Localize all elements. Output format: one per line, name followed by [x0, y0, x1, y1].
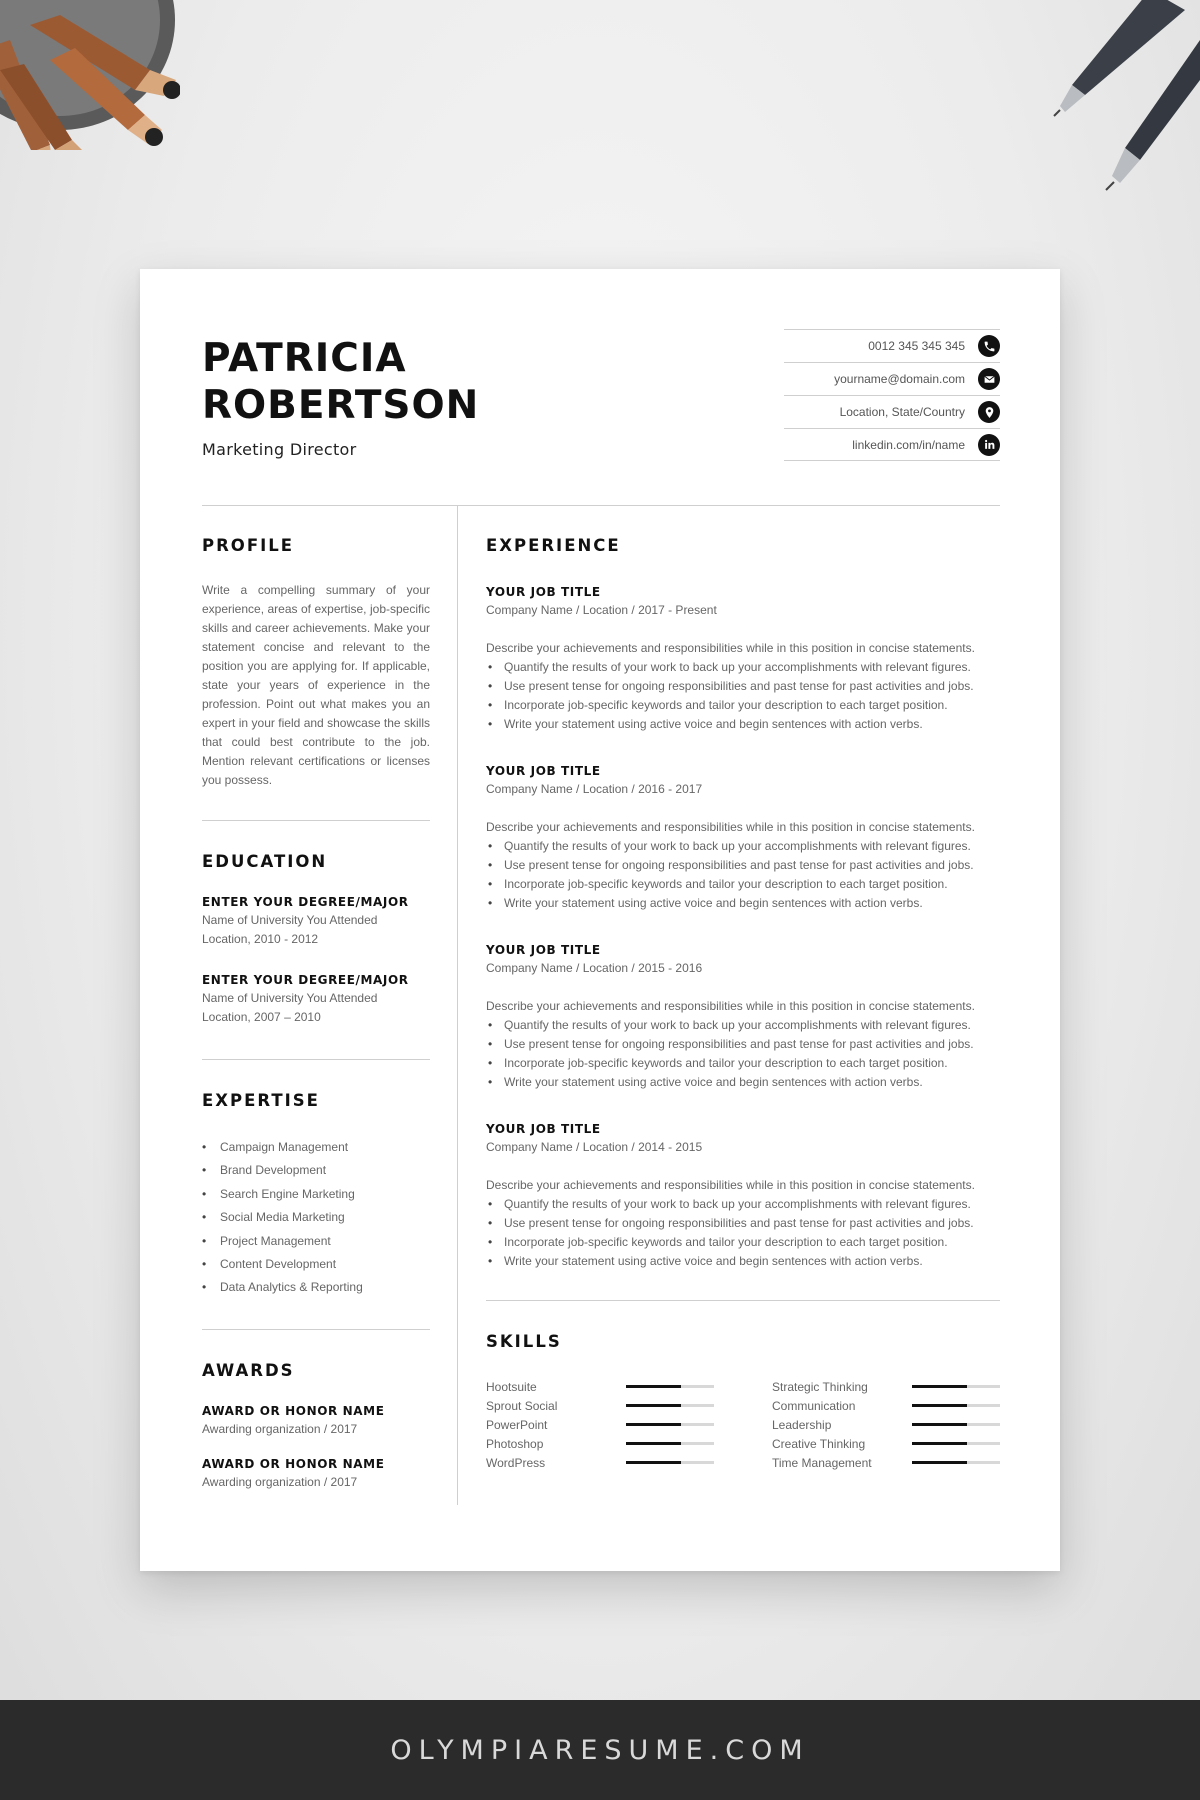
pen-decoration — [960, 0, 1200, 220]
skill-bar — [626, 1442, 714, 1445]
skill-name: Communication — [772, 1398, 856, 1413]
expertise-item: • Project Management — [202, 1230, 430, 1253]
job-meta: Company Name / Location / 2014 - 2015 — [486, 1140, 703, 1154]
section-divider — [486, 1300, 1000, 1301]
column-divider — [457, 505, 458, 1505]
job-bullet: • Use present tense for ongoing responsibilities and past tense for past activities and jobs. — [486, 1035, 1000, 1054]
job-title: YOUR JOB TITLE — [486, 1122, 601, 1136]
phone-text: 0012 345 345 345 — [868, 339, 965, 353]
degree: ENTER YOUR DEGREE/MAJOR — [202, 895, 409, 909]
skill-name: PowerPoint — [486, 1417, 548, 1432]
skill-bar — [912, 1461, 1000, 1464]
skill-row — [772, 1434, 1000, 1453]
skill-fill — [912, 1404, 967, 1407]
skills-column — [772, 1377, 1000, 1472]
skill-bar — [626, 1385, 714, 1388]
job-entry — [486, 943, 1000, 1092]
linkedin-icon — [978, 434, 1000, 456]
skill-bar — [626, 1423, 714, 1426]
skill-bar — [912, 1385, 1000, 1388]
job-description: Describe your achievements and responsibilities while in this position in concise statements. — [486, 820, 975, 834]
skill-fill — [912, 1385, 967, 1388]
skill-row — [772, 1377, 1000, 1396]
job-bullets — [486, 837, 1000, 913]
last-name: ROBERTSON — [202, 383, 480, 428]
section-divider — [202, 1059, 430, 1060]
footer-banner — [0, 1700, 1200, 1800]
contact-block — [784, 329, 1000, 461]
skills-grid — [486, 1377, 1000, 1472]
job-bullet: • Quantify the results of your work to back up your accomplishments with relevant figures. — [486, 837, 1000, 856]
job-meta: Company Name / Location / 2017 - Present — [486, 603, 717, 617]
job-bullet: • Incorporate job-specific keywords and tailor your description to each target position. — [486, 1054, 1000, 1073]
location-pin-icon — [978, 401, 1000, 423]
skills-column — [486, 1377, 714, 1472]
job-bullets — [486, 1195, 1000, 1271]
skill-row — [486, 1415, 714, 1434]
school-location: Location, 2010 - 2012 — [202, 932, 319, 946]
profile-text: Write a compelling summary of your experience, areas of expertise, job-specific skills and career achievements. Make your statement concise and relevant to the position you are applying for. If applicable, state your years of experience in the profession. Point out what makes you an expert in your field and showcase the skills that could best contribute to the job. Mention relevant certifications or licenses you possess. — [202, 583, 430, 787]
skill-bar — [626, 1404, 714, 1407]
skill-name: WordPress — [486, 1455, 546, 1470]
awards-heading: AWARDS — [202, 1360, 295, 1380]
award-org: Awarding organization / 2017 — [202, 1421, 358, 1436]
expertise-item: • Content Development — [202, 1253, 430, 1276]
skill-name: Strategic Thinking — [772, 1379, 868, 1394]
resume-sheet — [140, 269, 1060, 1571]
award-org: Awarding organization / 2017 — [202, 1474, 358, 1489]
expertise-item: • Campaign Management — [202, 1136, 430, 1159]
expertise-item: • Search Engine Marketing — [202, 1183, 430, 1206]
job-description: Describe your achievements and responsibilities while in this position in concise statements. — [486, 1178, 975, 1192]
job-bullet: • Incorporate job-specific keywords and tailor your description to each target position. — [486, 1233, 1000, 1252]
skill-name: Sprout Social — [486, 1398, 558, 1413]
skill-bar — [912, 1404, 1000, 1407]
job-bullet: • Use present tense for ongoing responsibilities and past tense for past activities and jobs. — [486, 856, 1000, 875]
expertise-item: • Brand Development — [202, 1159, 430, 1182]
education-heading: EDUCATION — [202, 852, 328, 871]
skill-fill — [626, 1461, 681, 1464]
award-name: AWARD OR HONOR NAME — [202, 1456, 385, 1471]
skill-fill — [912, 1461, 967, 1464]
skill-fill — [912, 1442, 967, 1445]
job-title: YOUR JOB TITLE — [486, 943, 601, 957]
job-description: Describe your achievements and responsibilities while in this position in concise statements. — [486, 641, 975, 655]
left-column — [202, 505, 430, 1492]
contact-email — [784, 362, 1000, 395]
job-entry — [486, 585, 1000, 734]
contact-phone — [784, 329, 1000, 362]
skill-fill — [912, 1423, 967, 1426]
candidate-name — [202, 335, 622, 429]
skill-name: Time Management — [772, 1455, 872, 1470]
contact-linkedin — [784, 428, 1000, 461]
job-bullet: • Use present tense for ongoing responsibilities and past tense for past activities and jobs. — [486, 1214, 1000, 1233]
job-role: Marketing Director — [202, 440, 357, 459]
section-divider — [202, 820, 430, 821]
pencil-cup-decoration — [0, 0, 180, 150]
job-meta: Company Name / Location / 2016 - 2017 — [486, 782, 703, 796]
skill-row — [486, 1377, 714, 1396]
email-text: yourname@domain.com — [834, 372, 965, 386]
right-column — [486, 505, 1000, 1472]
skill-fill — [626, 1385, 681, 1388]
profile-heading: PROFILE — [202, 536, 295, 555]
contact-location — [784, 395, 1000, 428]
skill-name: Creative Thinking — [772, 1436, 866, 1451]
award-item — [202, 1457, 430, 1492]
award-item — [202, 1404, 430, 1439]
skill-fill — [626, 1423, 681, 1426]
skill-row — [486, 1453, 714, 1472]
job-meta: Company Name / Location / 2015 - 2016 — [486, 961, 703, 975]
skill-row — [772, 1415, 1000, 1434]
skills-heading: SKILLS — [486, 1332, 562, 1351]
school: Name of University You Attended — [202, 913, 378, 927]
job-bullet: • Use present tense for ongoing responsibilities and past tense for past activities and jobs. — [486, 677, 1000, 696]
section-divider — [202, 1329, 430, 1330]
education-item — [202, 973, 430, 1027]
job-entry — [486, 764, 1000, 913]
location-text: Location, State/Country — [839, 405, 965, 419]
skill-row — [486, 1396, 714, 1415]
education-item — [202, 895, 430, 949]
skill-name: Leadership — [772, 1417, 832, 1432]
school-location: Location, 2007 – 2010 — [202, 1010, 321, 1024]
expertise-heading: EXPERTISE — [202, 1091, 320, 1110]
job-entry — [486, 1122, 1000, 1271]
school: Name of University You Attended — [202, 991, 378, 1005]
footer-brand-text: OLYMPIARESUME.COM — [390, 1734, 810, 1766]
skill-bar — [626, 1461, 714, 1464]
expertise-item: • Data Analytics & Reporting — [202, 1276, 430, 1299]
job-bullet: • Quantify the results of your work to back up your accomplishments with relevant figures. — [486, 658, 1000, 677]
job-bullet: • Quantify the results of your work to back up your accomplishments with relevant figures. — [486, 1195, 1000, 1214]
expertise-list — [202, 1136, 430, 1300]
job-bullets — [486, 1016, 1000, 1092]
skill-name: Photoshop — [486, 1436, 544, 1451]
job-bullet: • Quantify the results of your work to back up your accomplishments with relevant figures. — [486, 1016, 1000, 1035]
skill-row — [772, 1453, 1000, 1472]
skill-bar — [912, 1423, 1000, 1426]
mail-icon — [978, 368, 1000, 390]
job-bullet: • Write your statement using active voice and begin sentences with action verbs. — [486, 715, 1000, 734]
skill-bar — [912, 1442, 1000, 1445]
degree: ENTER YOUR DEGREE/MAJOR — [202, 973, 409, 987]
job-bullet: • Incorporate job-specific keywords and tailor your description to each target position. — [486, 696, 1000, 715]
skill-row — [486, 1434, 714, 1453]
job-bullets — [486, 658, 1000, 734]
linkedin-text: linkedin.com/in/name — [852, 437, 965, 452]
first-name: PATRICIA — [202, 336, 407, 381]
job-bullet: • Write your statement using active voice and begin sentences with action verbs. — [486, 1073, 1000, 1092]
job-title: YOUR JOB TITLE — [486, 585, 601, 599]
job-bullet: • Write your statement using active voice and begin sentences with action verbs. — [486, 1252, 1000, 1271]
award-name: AWARD OR HONOR NAME — [202, 1403, 385, 1418]
job-bullet: • Incorporate job-specific keywords and tailor your description to each target position. — [486, 875, 1000, 894]
job-description: Describe your achievements and responsibilities while in this position in concise statements. — [486, 999, 975, 1013]
skill-name: Hootsuite — [486, 1379, 537, 1394]
phone-icon — [978, 335, 1000, 357]
experience-heading: EXPERIENCE — [486, 536, 621, 555]
expertise-item: • Social Media Marketing — [202, 1206, 430, 1229]
skill-fill — [626, 1442, 681, 1445]
skill-fill — [626, 1404, 681, 1407]
job-title: YOUR JOB TITLE — [486, 764, 601, 778]
skill-row — [772, 1396, 1000, 1415]
job-bullet: • Write your statement using active voice and begin sentences with action verbs. — [486, 894, 1000, 913]
